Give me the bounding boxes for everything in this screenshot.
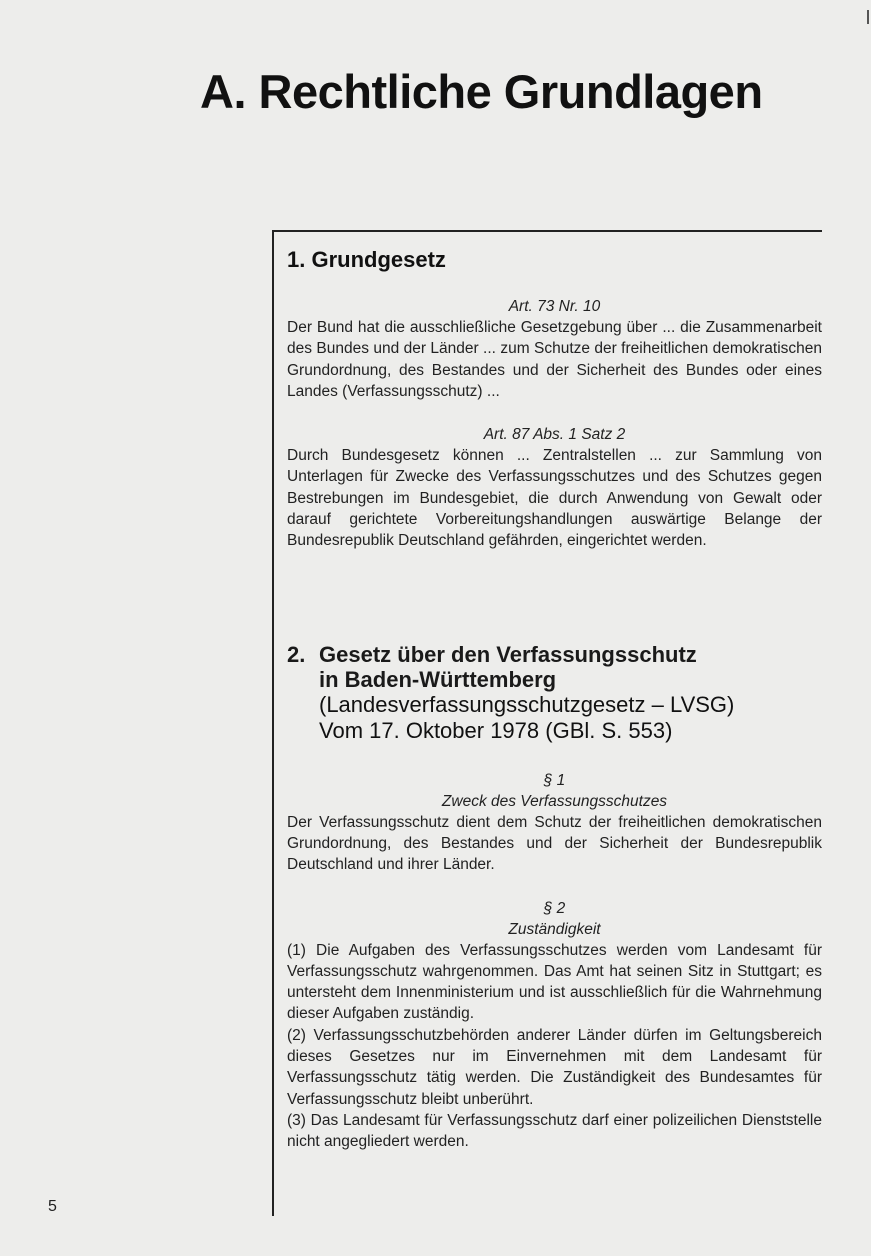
section-rule-left [272,230,274,1216]
paragraph1-number: § 1 [543,771,566,789]
content-column [287,240,822,1153]
section-rule-top [272,230,822,232]
article-label-73: Art. 73 Nr. 10 [508,298,601,315]
page-title: A. Rechtliche Grundlagen [200,65,763,118]
section1-title: 1. Grundgesetz [287,247,446,272]
paragraph2-text-1: (1) Die Aufgaben des Verfassungsschutzes werden vom Landesamt für Verfassungsschutz wahrgenommen. Das Amt hat seinen Sitz in Stuttgart; es untersteht dem Innenministerium und ist ausschließlich für die Wahrnehmung dieser Aufgaben zuständig. [287,941,822,1023]
section2-heading [287,642,822,744]
paragraph2-number: § 2 [543,899,566,917]
article-text-73: Der Bund hat die ausschließliche Gesetzgebung über ... die Zusammenarbeit des Bundes und der Länder ... zum Schutze der freiheitlichen demokratischen Grundordnung, des Bestandes und der Sicherheit des Bundes oder eines Landes (Verfassungsschutz) ... [287,319,822,400]
paragraph1-heading: Zweck des Verfassungsschutzes [441,792,668,810]
section2-subtitle-line1: (Landesverfassungsschutzgesetz – LVSG) [319,691,735,717]
section2-number: 2. [287,641,306,667]
paragraph2-text-3: (3) Das Landesamt für Verfassungsschutz darf einer polizeilichen Dienststelle nicht angegliedert werden. [287,1111,822,1151]
article-label-87: Art. 87 Abs. 1 Satz 2 [483,426,626,444]
page-number: 5 [48,1198,57,1215]
section2-title-line2: in Baden-Württemberg [319,666,557,692]
paragraph1-text: Der Verfassungsschutz dient dem Schutz der freiheitlichen demokratischen Grundordnung, des Bestandes und der Sicherheit der Bundesrepublik Deutschland und ihrer Länder. [287,813,822,874]
paragraph2-heading: Zuständigkeit [508,920,601,938]
page-edge [871,0,885,1256]
section2-title-line1: Gesetz über den Verfassungsschutz [319,641,697,667]
paragraph2-text-2: (2) Verfassungsschutzbehörden anderer Länder dürfen im Geltungsbereich dieses Gesetzes nur im Einvernehmen mit dem Landesamt für Verfassungsschutz tätig werden. Die Zuständigkeit des Bundesamtes für Verfassungsschutz bleibt unberührt. [287,1026,822,1108]
article-text-87: Durch Bundesgesetz können ... Zentralstellen ... zur Sammlung von Unterlagen für Zwecke des Verfassungsschutzes und des Schutzes gegen Bestrebungen im Bundesgebiet, die durch Anwendung von Gewalt oder darauf gerichtete Vorbereitungshandlungen auswärtige Belange der Bundesrepublik Deutschland gefährden, eingerichtet werden. [287,447,822,550]
edge-mark [867,10,869,24]
section2-subtitle-line2: Vom 17. Oktober 1978 (GBl. S. 553) [319,717,673,743]
